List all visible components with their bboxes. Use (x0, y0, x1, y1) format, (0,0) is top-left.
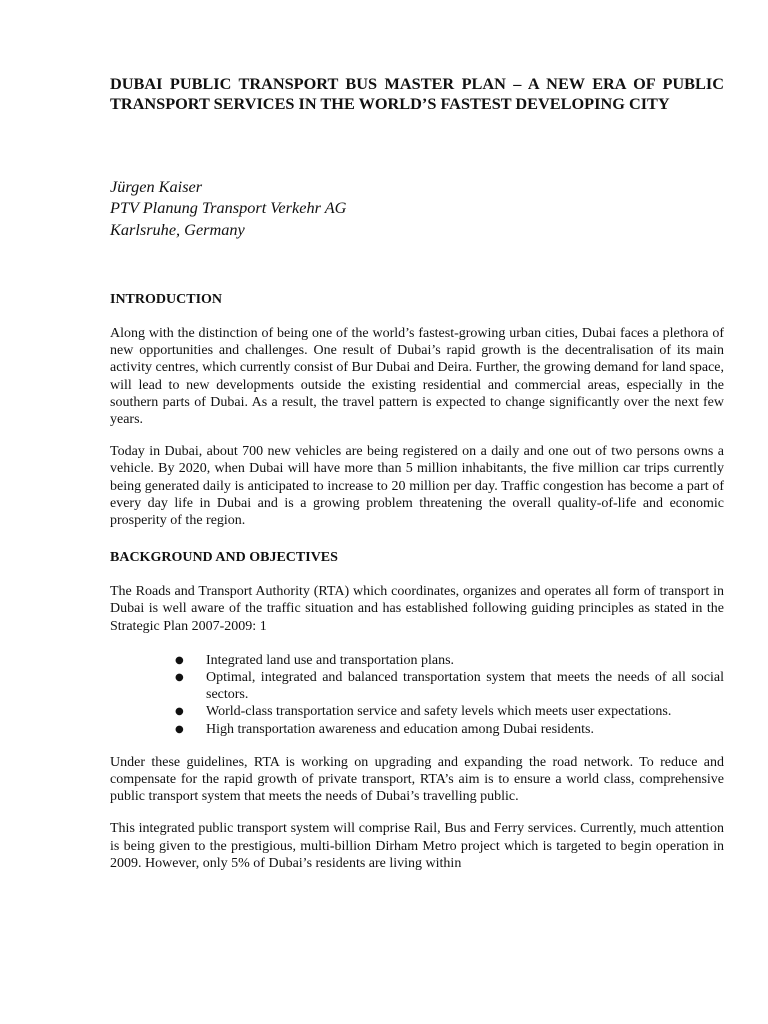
paragraph: This integrated public transport system will comprise Rail, Bus and Ferry services. Currently, much attention is being given to the prestigious, multi-billion Dirham Metro project which is targeted to begin operation in 2009. However, only 5% of Dubai’s residents are living within (110, 821, 724, 871)
author-block (110, 176, 724, 240)
section-heading-introduction: INTRODUCTION (110, 291, 223, 307)
list-item-text: World-class transportation service and safety levels which meets user expectations. (206, 704, 672, 720)
author-location: Karlsruhe, Germany (110, 219, 245, 239)
paragraph: Along with the distinction of being one of the world’s fastest-growing urban cities, Dubai faces a plethora of new opportunities and challenges. One result of Dubai’s rapid growth is the decentralisation of its main activity centres, which currently consist of Bur Dubai and Deira. Further, the growing demand for land space, will lead to new developments outside the existing residential and commercial areas, especially in the southern parts of Dubai. As a result, the travel pattern is expected to change significantly over the next few years. (110, 325, 724, 427)
list-item-text: Optimal, integrated and balanced transportation system that meets the needs of all social sectors. (206, 669, 724, 703)
paragraph: Today in Dubai, about 700 new vehicles are being registered on a daily and one out of two persons owns a vehicle. By 2020, when Dubai will have more than 5 million inhabitants, the five million car trips currently being generated daily is anticipated to increase to 20 million per day. Traffic congestion has become a part of every day life in Dubai and is a growing problem threatening the overall quality-of-life and economic prosperity of the region. (110, 444, 724, 528)
list-item-text: High transportation awareness and education among Dubai residents. (206, 721, 595, 737)
list-item-text: Integrated land use and transportation plans. (206, 652, 455, 668)
paragraph: Under these guidelines, RTA is working on upgrading and expanding the road network. To reduce and compensate for the rapid growth of private transport, RTA’s aim is to ensure a world class, comprehensive public transport system that meets the needs of Dubai’s travelling public. (110, 754, 724, 805)
list-item (175, 721, 724, 738)
list-item (175, 652, 724, 669)
paragraph: The Roads and Transport Authority (RTA) which coordinates, organizes and operates all form of transport in Dubai is well aware of the traffic situation and has established following guiding principles as stated in the Strategic Plan 2007-2009: 1 (110, 584, 724, 634)
bullet-icon: ● (175, 706, 184, 718)
author-name: Jürgen Kaiser (110, 177, 203, 196)
guiding-principles-list (110, 652, 724, 738)
list-item (175, 669, 724, 703)
list-item (175, 703, 724, 720)
section-heading-background: BACKGROUND AND OBJECTIVES (110, 550, 338, 566)
bullet-icon: ● (175, 654, 184, 666)
author-organization: PTV Planung Transport Verkehr AG (110, 198, 347, 218)
bullet-icon: ● (175, 723, 184, 735)
bullet-icon: ● (175, 671, 184, 683)
paper-title: DUBAI PUBLIC TRANSPORT BUS MASTER PLAN – A NEW ERA OF PUBLIC TRANSPORT SERVICES IN THE WORLD’S FASTEST DEVELOPING CITY (110, 74, 724, 113)
